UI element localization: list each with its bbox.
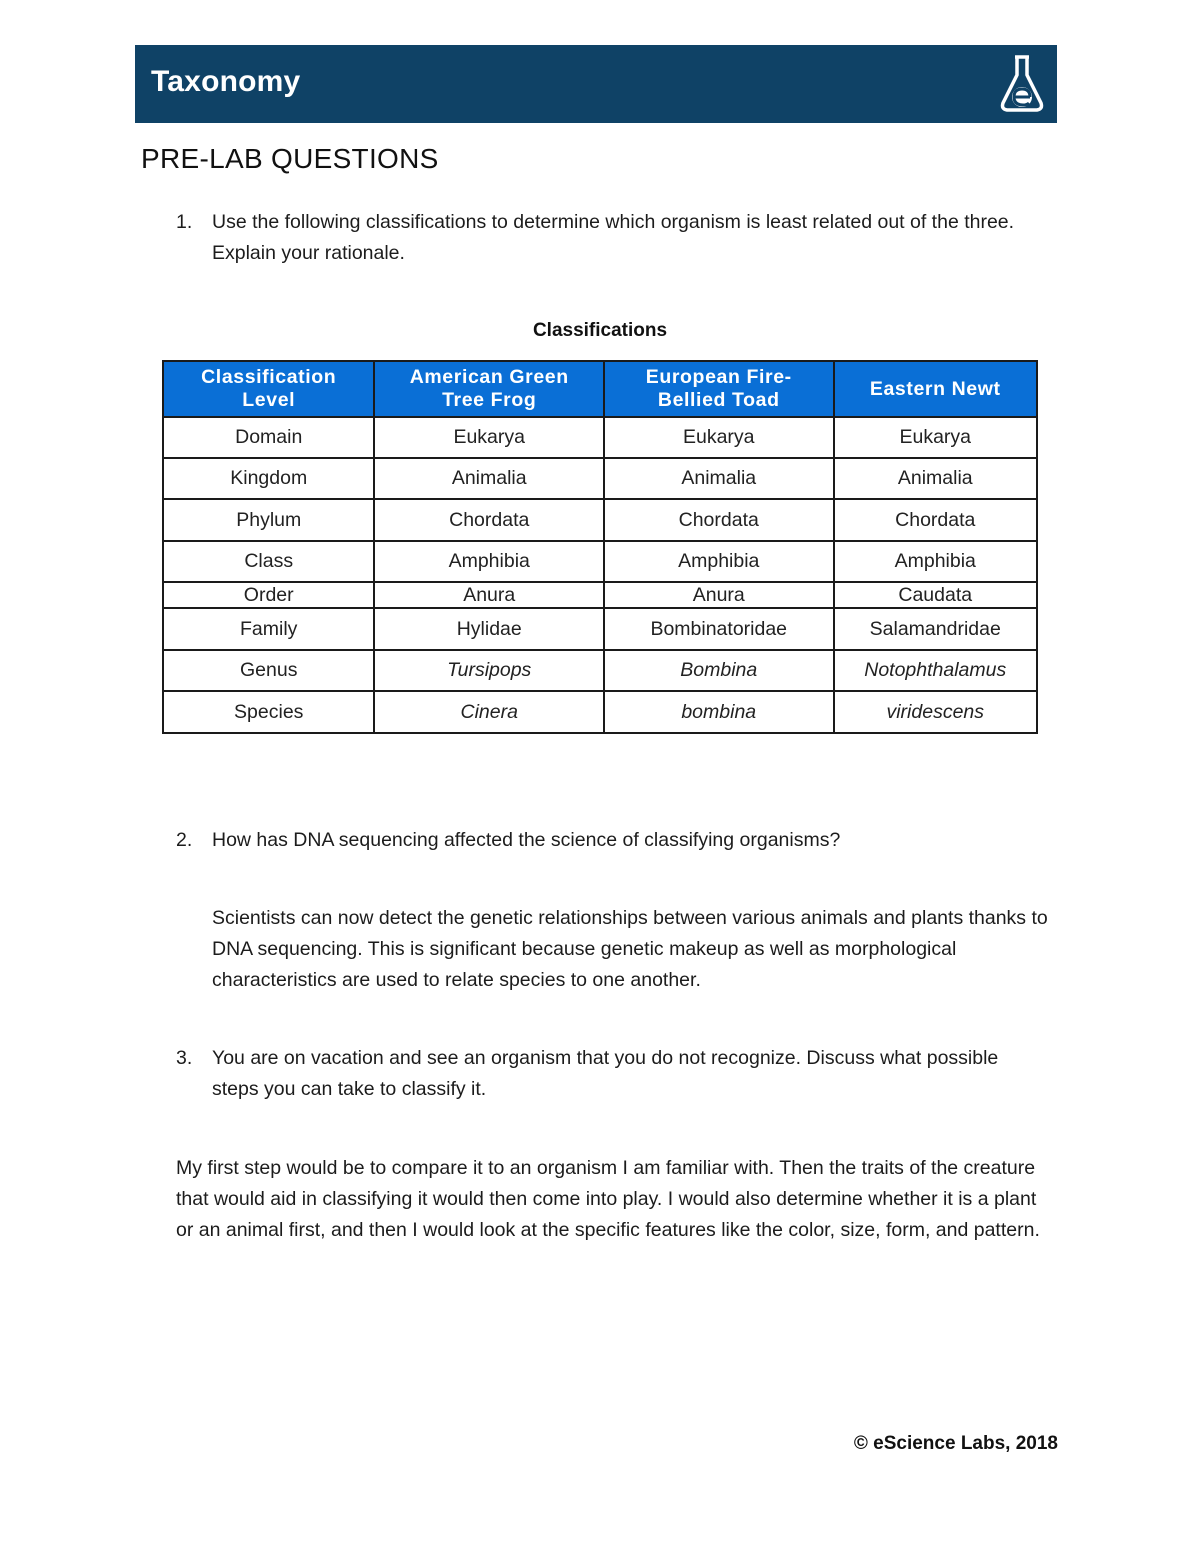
table-row xyxy=(163,582,1037,608)
table-cell: Kingdom xyxy=(163,458,374,499)
question-1 xyxy=(176,207,1056,269)
table-cell: Chordata xyxy=(374,499,604,541)
table-cell: Order xyxy=(163,582,374,608)
table-cell: Class xyxy=(163,541,374,582)
table-cell: Eukarya xyxy=(604,417,834,458)
table-cell: Genus xyxy=(163,650,374,691)
table-cell: Hylidae xyxy=(374,608,604,650)
table-cell: Amphibia xyxy=(374,541,604,582)
header-cell: American Green Tree Frog xyxy=(374,361,604,417)
table-cell: Chordata xyxy=(834,499,1038,541)
question-number: 1. xyxy=(176,211,193,233)
header-bar xyxy=(135,45,1057,123)
answer-3: My first step would be to compare it to an organism I am familiar with. Then the traits of the creature that would aid in classifying it would then come into play. I would also determine whether it is a plant or an animal first, and then I would look at the specific features like the color, size, form, and pattern. xyxy=(176,1157,1040,1241)
table-cell: Bombina xyxy=(604,650,834,691)
question-3 xyxy=(176,1043,1036,1105)
table-cell: Eukarya xyxy=(374,417,604,458)
table-header-row xyxy=(163,361,1037,417)
table-cell: Amphibia xyxy=(604,541,834,582)
question-text: Use the following classifications to determine which organism is least related out of the three. Explain your rationale. xyxy=(212,211,1015,264)
table-cell: Bombinatoridae xyxy=(604,608,834,650)
table-cell: Eukarya xyxy=(834,417,1038,458)
table-row xyxy=(163,499,1037,541)
table-cell: Anura xyxy=(604,582,834,608)
document-title: Taxonomy xyxy=(151,65,301,98)
table-cell: Phylum xyxy=(163,499,374,541)
copyright-footer: © eScience Labs, 2018 xyxy=(853,1433,1058,1454)
question-2 xyxy=(176,825,1056,856)
table-cell: Anura xyxy=(374,582,604,608)
table-cell: Animalia xyxy=(604,458,834,499)
question-number: 2. xyxy=(176,829,193,851)
flask-e-logo-icon xyxy=(997,53,1047,115)
question-text: How has DNA sequencing affected the science of classifying organisms? xyxy=(212,829,841,851)
table-row xyxy=(163,541,1037,582)
answer-2: Scientists can now detect the genetic relationships between various animals and plants thanks to DNA sequencing. This is significant because genetic makeup as well as morphological characteristics are used to relate species to one another. xyxy=(212,907,1048,991)
table-row xyxy=(163,691,1037,733)
table-cell: Notophthalamus xyxy=(834,650,1038,691)
table-cell: Animalia xyxy=(834,458,1038,499)
header-cell: European Fire-Bellied Toad xyxy=(604,361,834,417)
table-cell: Amphibia xyxy=(834,541,1038,582)
table-cell: Tursipops xyxy=(374,650,604,691)
question-text: You are on vacation and see an organism that you do not recognize. Discuss what possible steps you can take to classify it. xyxy=(212,1047,999,1100)
table-cell: viridescens xyxy=(834,691,1038,733)
table-cell: Chordata xyxy=(604,499,834,541)
table-row xyxy=(163,417,1037,458)
table-cell: Salamandridae xyxy=(834,608,1038,650)
question-number: 3. xyxy=(176,1047,193,1069)
table-cell: Animalia xyxy=(374,458,604,499)
table-cell: Caudata xyxy=(834,582,1038,608)
table-cell: Species xyxy=(163,691,374,733)
table-row xyxy=(163,650,1037,691)
table-row xyxy=(163,608,1037,650)
header-cell: Classification Level xyxy=(163,361,374,417)
table-cell: Family xyxy=(163,608,374,650)
table-cell: Cinera xyxy=(374,691,604,733)
classification-table xyxy=(162,360,1038,734)
table-caption: Classifications xyxy=(532,320,668,341)
table-cell: bombina xyxy=(604,691,834,733)
table-row xyxy=(163,458,1037,499)
page-heading: PRE-LAB QUESTIONS xyxy=(141,143,439,174)
table-cell: Domain xyxy=(163,417,374,458)
header-cell: Eastern Newt xyxy=(834,361,1038,417)
